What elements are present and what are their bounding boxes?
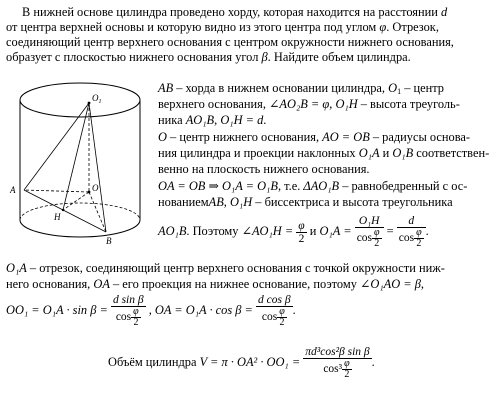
label-a: A [10,185,16,195]
frac-volume: πd³cos²β sin β cos³ $\frac{\varphi}{2}$ [305,346,370,381]
problem-line-2: от центра верхней основы и которую видно из этого центра под углом φ. Отрезок, [6,20,439,34]
label-b: B [106,236,112,246]
sol-line-1: AB – хорда в нижнем основании цилиндра, $O_1$ – центр [158,81,445,96]
problem-line-3: соединяющий центр верхнего основания с центром окружности нижнего основания, [6,35,454,49]
sol-line-9: AO₁B. Поэтому ∠AO₁H = $\frac{\varphi}{2}$ и O₁A = O₁H cos $\frac{\varphi}{2}$ = d cos $\frac{\varphi}{2}$ . [158,215,429,249]
label-o: O [92,183,99,193]
sol-line-5: ния цилиндра и проекции наклонных O₁A и O₁B соответствен- [158,146,490,160]
label-o1: $O_1$ [92,93,102,105]
sol-line-10: O₁A – отрезок, соединяющий центр верхнего основания с точкой окружности ниж- [6,261,445,275]
frac-o1h-cos: O₁H cos $\frac{\varphi}{2}$ [355,215,384,249]
frac-d-cos: d cos $\frac{\varphi}{2}$ [397,215,426,249]
sol-line-12: OO₁ = O₁A · sin β = d sin β cos $\frac{\varphi}{2}$ , OA = O₁A · cos β = d cos β cos $\frac{\varphi}{2}$ . [6,294,296,329]
sol-line-6: венно на плоскость нижнего основания. [158,162,370,176]
cylinder-figure [6,70,156,270]
sol-line-3: ника AO₁B, O₁H = d. [158,113,267,127]
sol-line-8: нованиемAB, O₁H – биссектриса и высота треугольника [158,195,453,209]
sol-line-2: верхнего основания, ∠AO₂B = φ, O₁H – высота треуголь- [158,97,460,111]
problem-line-4: образует с плоскостью нижнего основания угол β. Найдите объем цилиндра. [6,50,411,64]
sol-line-4: O – центр нижнего основания, AO = OB – радиусы основа- [158,130,471,144]
frac-dcos: d cos β cos $\frac{\varphi}{2}$ [258,294,291,329]
frac-phi-2: $\frac{\varphi}{2}$ [298,219,305,245]
frac-dsin: d sin β cos $\frac{\varphi}{2}$ [112,294,144,329]
sol-line-13: Объём цилиндра V = π · OA² · OO₁ = πd³cos²β sin β cos³ $\frac{\varphi}{2}$ . [108,346,375,381]
sol-line-11: него основания, OA – его проекция на нижнее основание, поэтому ∠O₁AO = β, [6,277,425,291]
problem-line-1: В нижней основе цилиндра проведено хорду, которая находится на расстоянии d [22,5,448,19]
label-h: H [54,212,61,222]
sol-line-7: OA = OB ⇒ O₁A = O₁B, т.е. ΔAO₁B – равнобедренный с ос- [158,179,468,193]
